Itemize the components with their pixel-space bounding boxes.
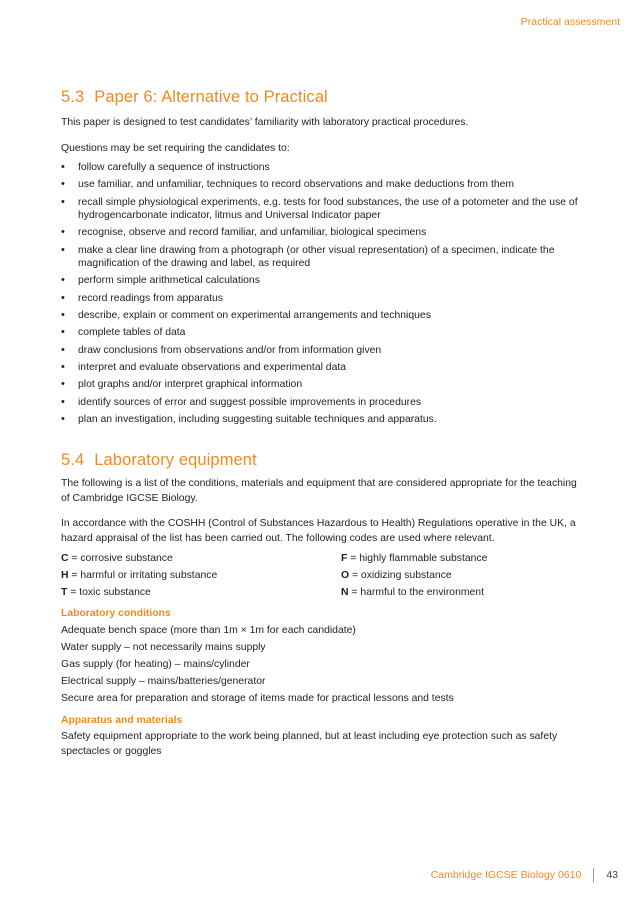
list-item: • use familiar, and unfamiliar, techniques to record observations and make deductions from them [61,178,581,192]
list-item: • record readings from apparatus [61,292,581,306]
section-5-4-heading [61,451,581,470]
hazard-code: F = highly flammable substance [341,553,488,565]
requirements-list [61,161,581,426]
hazard-code: N = harmful to the environment [341,587,484,599]
laboratory-conditions-heading: Laboratory conditions [61,608,171,620]
hazard-code: T = toxic substance [61,587,151,599]
list-item: • perform simple arithmetical calculations [61,274,581,288]
list-item: • plot graphs and/or interpret graphical information [61,378,581,392]
running-header: Practical assessment [520,16,620,28]
list-item: • plan an investigation, including suggesting suitable techniques and apparatus. [61,413,581,427]
hazard-code: H = harmful or irritating substance [61,570,218,582]
hazard-code: C = corrosive substance [61,553,173,565]
section-title: Laboratory equipment [94,451,257,470]
page-content [61,88,581,759]
footer-title: Cambridge IGCSE Biology 0610 [430,869,582,881]
list-item: • draw conclusions from observations and/or from information given [61,344,581,358]
page-number: 43 [606,869,618,881]
list-item: • recognise, observe and record familiar, and unfamiliar, biological specimens [61,226,581,240]
section-number: 5.4 [61,451,85,470]
section-intro: This paper is designed to test candidates’ familiarity with laboratory practical procedures. [61,117,469,128]
conditions-list [61,622,581,707]
list-item: • describe, explain or comment on experimental arrangements and techniques [61,309,581,323]
footer-divider [593,868,594,882]
list-item: • recall simple physiological experiments, e.g. tests for food substances, the use of a potometer and the use of hydrogencarbonate indicator, litmus and Universal Indicator paper [61,196,581,223]
section-title: Paper 6: Alternative to Practical [94,88,328,106]
list-item: • interpret and evaluate observations and experimental data [61,361,581,375]
condition-line: Adequate bench space (more than 1m × 1m for each candidate) [61,625,356,637]
bullets-lead: Questions may be set requiring the candidates to: [61,142,290,154]
apparatus-heading: Apparatus and materials [61,715,183,727]
condition-line: Electrical supply – mains/batteries/generator [61,676,266,688]
hazard-codes [61,550,581,601]
list-item: • complete tables of data [61,326,581,340]
list-item: • make a clear line drawing from a photograph (or other visual representation) of a specimen, indicate the magnification of the drawing and label, as required [61,244,581,271]
page-footer [431,868,618,882]
condition-line: Secure area for preparation and storage of items made for practical lessons and tests [61,693,454,705]
list-item: • follow carefully a sequence of instructions [61,161,581,175]
section-number: 5.3 [61,88,85,106]
equipment-intro: The following is a list of the conditions, materials and equipment that are considered appropriate for the teaching of Cambridge IGCSE Biology. [61,478,577,504]
condition-line: Gas supply (for heating) – mains/cylinder [61,659,250,671]
hazard-code: O = oxidizing substance [341,570,452,582]
apparatus-text: Safety equipment appropriate to the work being planned, but at least including eye protection such as safety spectacles or goggles [61,731,558,758]
list-item: • identify sources of error and suggest possible improvements in procedures [61,396,581,410]
section-5-3-heading [61,88,581,107]
coshh-paragraph: In accordance with the COSHH (Control of Substances Hazardous to Health) Regulations operative in the UK, a hazard appraisal of the list has been carried out. The following codes are used where relevant. [61,518,576,544]
condition-line: Water supply – not necessarily mains supply [61,642,266,654]
